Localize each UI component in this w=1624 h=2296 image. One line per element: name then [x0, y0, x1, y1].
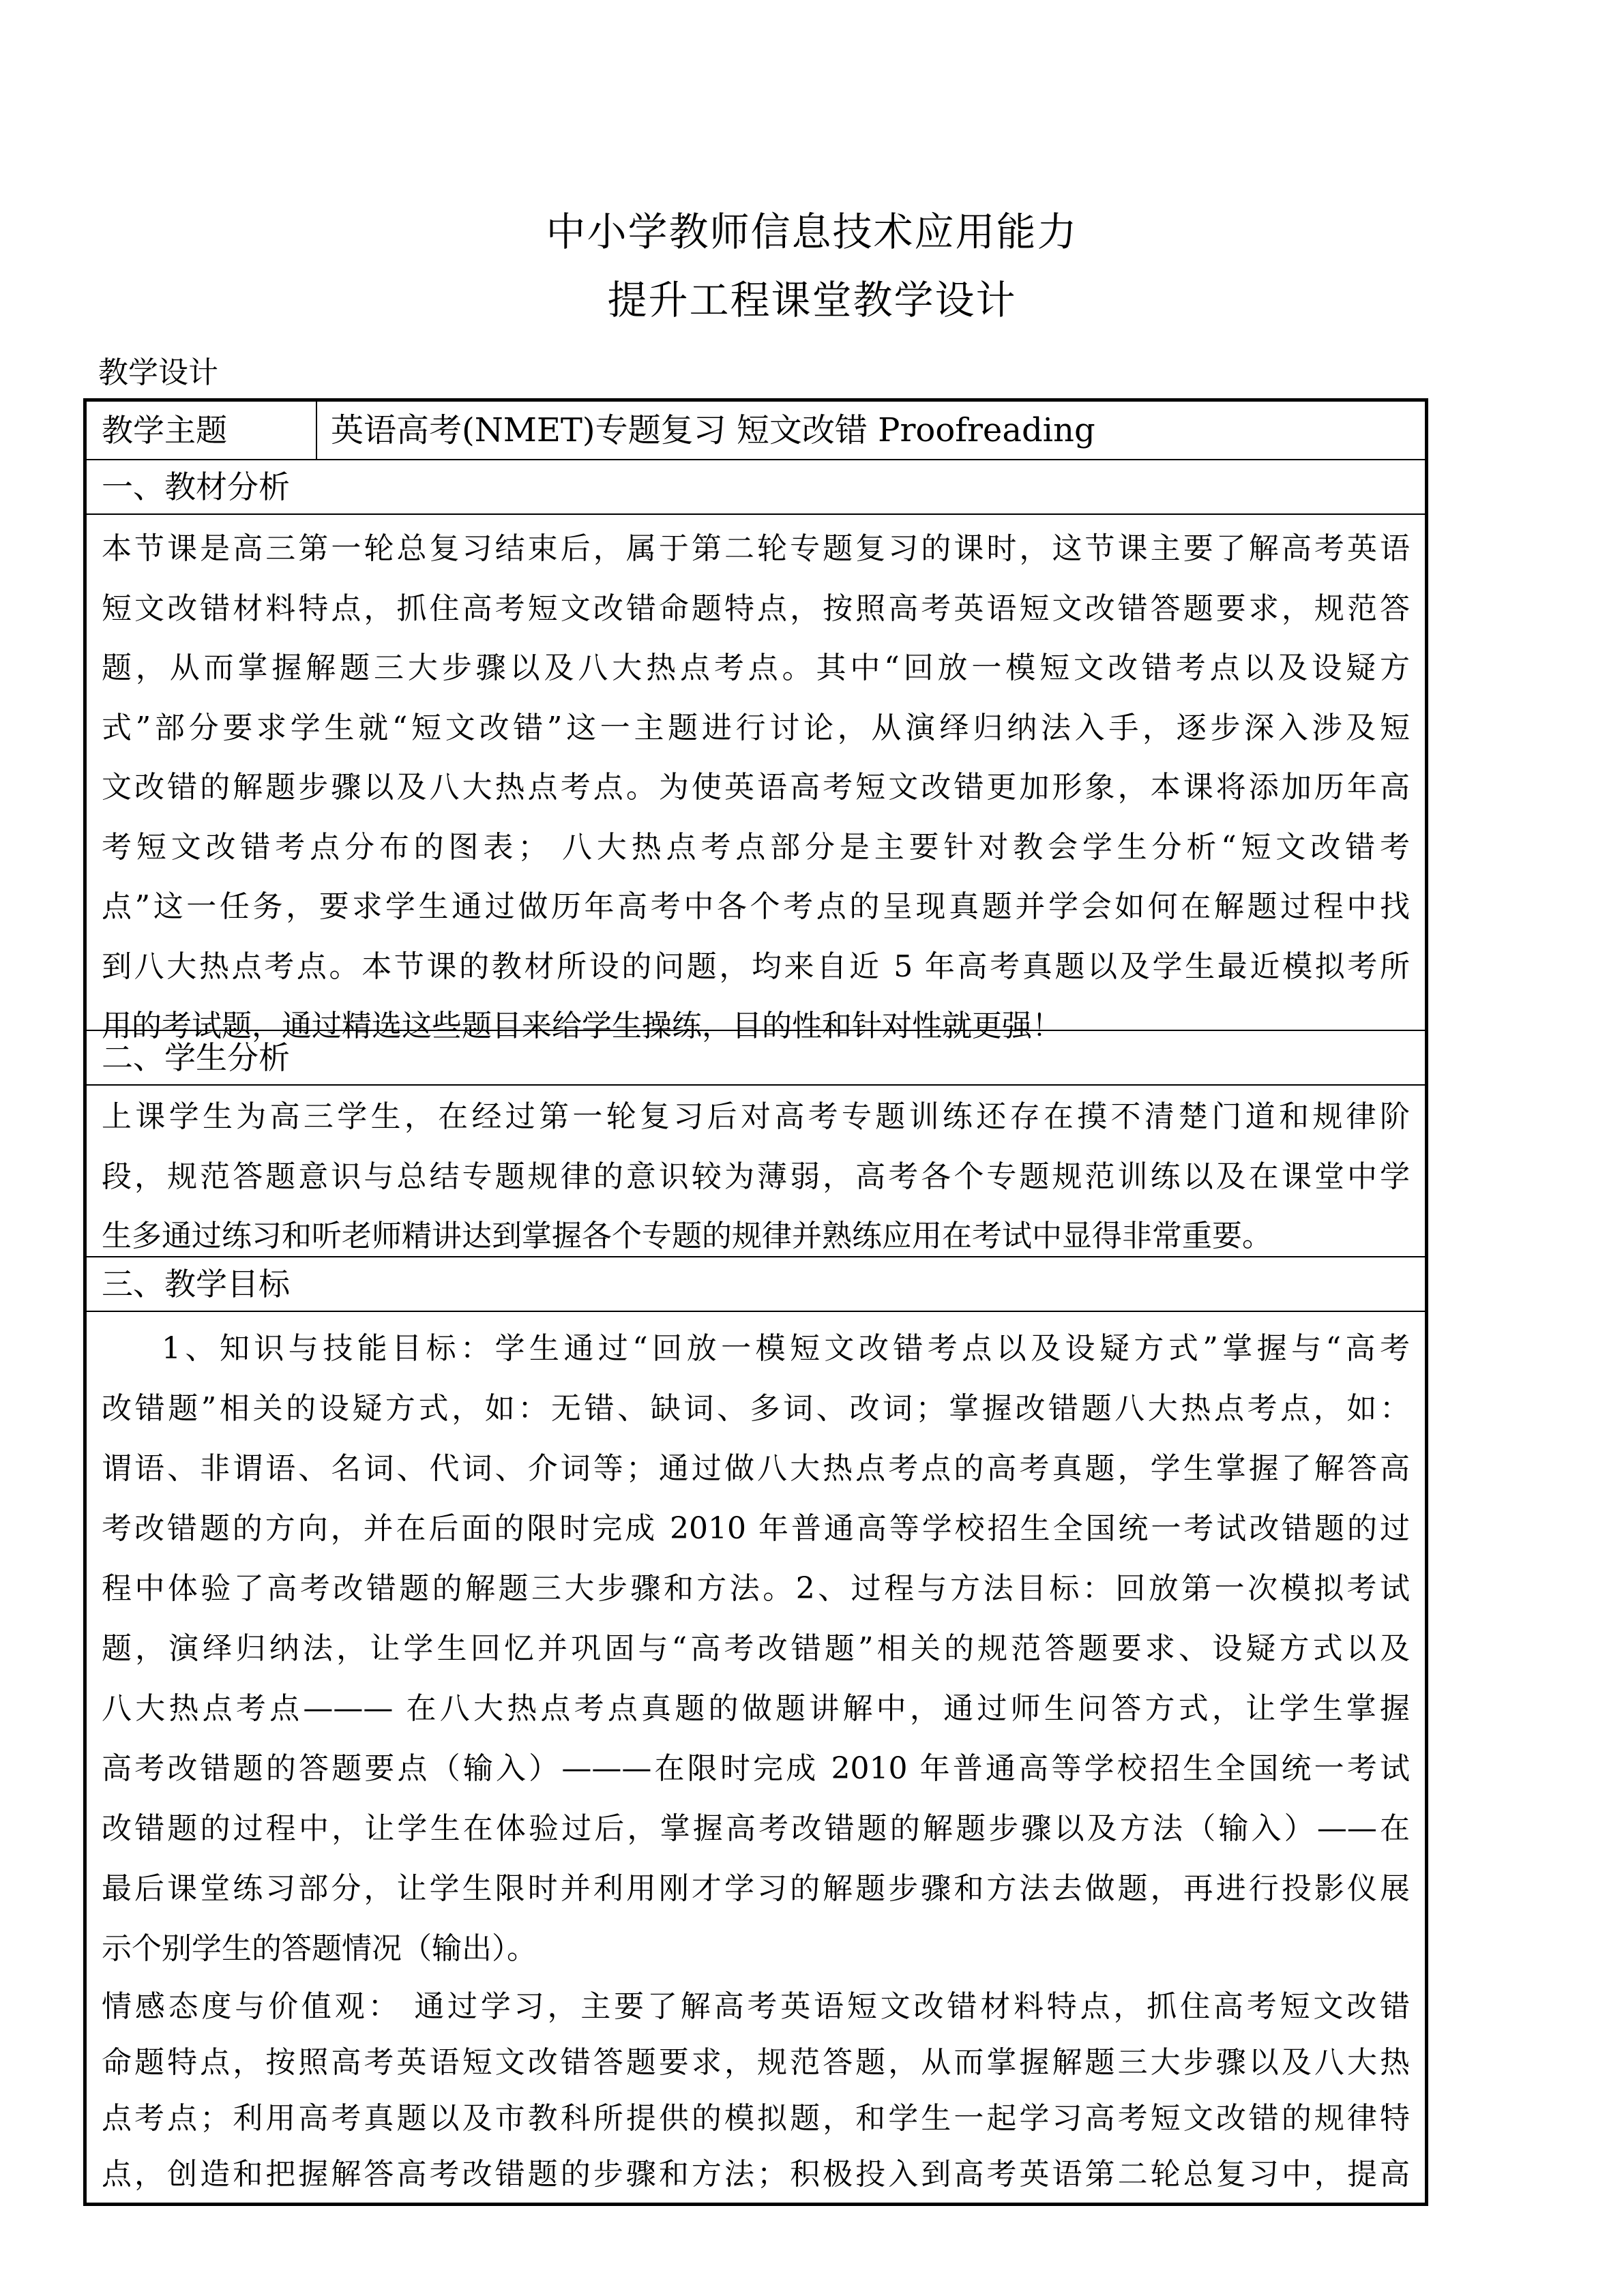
paragraph-line: 高考改错题的答题要点（输入）———在限时完成 2010 年普通高等学校招生全国统一考试	[102, 1751, 1410, 1786]
table-caption: 教学设计	[98, 355, 218, 390]
document-title-line-1: 中小学教师信息技术应用能力	[546, 209, 1078, 255]
paragraph-line: 段，规范答题意识与总结专题规律的意识较为薄弱，高考各个专题规范训练以及在课堂中学	[102, 1159, 1410, 1194]
section-heading-student-analysis: 二、学生分析	[87, 1030, 1425, 1084]
paragraph-line: 改错题”相关的设疑方式，如：无错、缺词、多词、改词；掌握改错题八大热点考点，如：	[102, 1391, 1410, 1426]
student-analysis-paragraph	[87, 1084, 1425, 1256]
paragraph-line: 示个别学生的答题情况（输出）。	[102, 1931, 537, 1966]
paragraph-line: 生多通过练习和听老师精讲达到掌握各个专题的规律并熟练应用在考试中显得非常重要。	[102, 1219, 1272, 1253]
paragraph-line: 点考点；利用高考真题以及市教科所提供的模拟题，和学生一起学习高考短文改错的规律特	[102, 2101, 1410, 2136]
section-heading-teaching-goals: 三、教学目标	[87, 1256, 1425, 1311]
paragraph-line: 最后课堂练习部分，让学生限时并利用刚才学习的解题步骤和方法去做题，再进行投影仪展	[102, 1871, 1410, 1906]
paragraph-line: 点”这一任务，要求学生通过做历年高考中各个考点的呈现真题并学会如何在解题过程中找	[102, 889, 1410, 924]
paragraph-line: 用的考试题，通过精选这些题目来给学生操练，目的性和针对性就更强！	[102, 1009, 1062, 1043]
paragraph-line: 式”部分要求学生就“短文改错”这一主题进行讨论，从演绎归纳法入手，逐步深入涉及短	[102, 710, 1410, 745]
document-title-line-2: 提升工程课堂教学设计	[607, 277, 1017, 323]
lesson-design-table	[83, 398, 1428, 2206]
theme-value: 英语高考(NMET)专题复习 短文改错 Proofreading	[331, 411, 1095, 449]
paragraph-line: 点，创造和把握解答高考改错题的步骤和方法；积极投入到高考英语第二轮总复习中，提高	[102, 2157, 1410, 2192]
paragraph-line: 题，从而掌握解题三大步骤以及八大热点考点。其中“回放一模短文改错考点以及设疑方	[102, 651, 1410, 685]
paragraph-line: 文改错的解题步骤以及八大热点考点。为使英语高考短文改错更加形象，本课将添加历年高	[102, 770, 1410, 805]
paragraph-line: 1、知识与技能目标：学生通过“回放一模短文改错考点以及设疑方式”掌握与“高考	[162, 1331, 1410, 1366]
paragraph-line: 情感态度与价值观： 通过学习，主要了解高考英语短文改错材料特点，抓住高考短文改错	[102, 1989, 1410, 2024]
section-heading-textbook-analysis: 一、教材分析	[87, 459, 1425, 513]
paragraph-line: 八大热点考点——— 在八大热点考点真题的做题讲解中，通过师生问答方式，让学生掌握	[102, 1691, 1410, 1726]
paragraph-line: 程中体验了高考改错题的解题三大步骤和方法。2、过程与方法目标：回放第一次模拟考试	[102, 1571, 1410, 1606]
theme-row	[87, 402, 1425, 459]
theme-label: 教学主题	[87, 402, 317, 459]
paragraph-line: 谓语、非谓语、名词、代词、介词等；通过做八大热点考点的高考真题，学生掌握了解答高	[102, 1451, 1410, 1486]
paragraph-line: 考短文改错考点分布的图表； 八大热点考点部分是主要针对教会学生分析“短文改错考	[102, 829, 1410, 865]
paragraph-line: 短文改错材料特点，抓住高考短文改错命题特点，按照高考英语短文改错答题要求，规范答	[102, 591, 1410, 626]
paragraph-line: 改错题的过程中，让学生在体验过后，掌握高考改错题的解题步骤以及方法（输入）——在	[102, 1811, 1410, 1846]
paragraph-line: 到八大热点考点。本节课的教材所设的问题，均来自近 5 年高考真题以及学生最近模拟考所	[102, 949, 1410, 984]
paragraph-line: 考改错题的方向，并在后面的限时完成 2010 年普通高等学校招生全国统一考试改错题的过	[102, 1511, 1410, 1546]
paragraph-line: 上课学生为高三学生，在经过第一轮复习后对高考专题训练还存在摸不清楚门道和规律阶	[102, 1099, 1410, 1134]
paragraph-line: 命题特点，按照高考英语短文改错答题要求，规范答题，从而掌握解题三大步骤以及八大热	[102, 2045, 1410, 2080]
textbook-analysis-paragraph	[87, 513, 1425, 1043]
teaching-goals-paragraph	[87, 1311, 1425, 2203]
paragraph-line: 题，演绎归纳法，让学生回忆并巩固与“高考改错题”相关的规范答题要求、设疑方式以及	[102, 1631, 1410, 1666]
paragraph-line: 本节课是高三第一轮总复习结束后，属于第二轮专题复习的课时，这节课主要了解高考英语	[102, 531, 1410, 566]
